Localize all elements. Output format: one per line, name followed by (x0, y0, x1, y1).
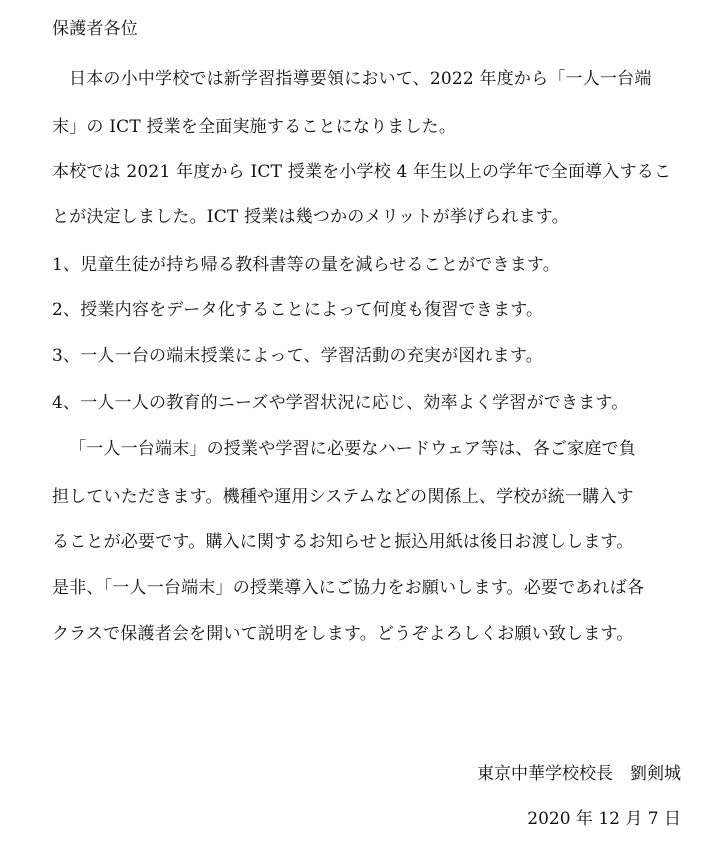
list-item: 4、一人一人の教育的ニーズや学習状況に応じ、効率よく学習ができます。 (52, 393, 629, 413)
salutation: 保護者各位 (52, 19, 138, 39)
signature: 東京中華学校校長 劉剣城 (477, 764, 681, 784)
list-item: 3、一人一台の端末授業によって、学習活動の充実が図れます。 (52, 346, 543, 366)
list-item: 1、児童生徒が持ち帰る教科書等の量を減らせることができます。 (52, 255, 560, 275)
paragraph-line: とが決定しました。ICT 授業は幾つかのメリットが挙げられます。 (52, 207, 569, 227)
paragraph-line: ることが必要です。購入に関するお知らせと振込用紙は後日お渡しします。 (52, 532, 634, 552)
paragraph-line: 「一人一台端末」の授業や学習に必要なハードウェア等は、各ご家庭で負 (69, 439, 636, 459)
paragraph-line: 末」の ICT 授業を全面実施することになりました。 (52, 117, 457, 137)
list-item: 2、授業内容をデータ化することによって何度も復習できます。 (52, 300, 544, 320)
paragraph-line: 是非、「一人一台端末」の授業導入にご協力をお願いします。必要であれば各 (52, 578, 645, 598)
date: 2020 年 12 月 7 日 (527, 809, 681, 829)
paragraph-line: 日本の小中学校では新学習指導要領において、2022 年度から「一人一台端 (69, 69, 652, 89)
paragraph-line: 担していただきます。機種や運用システムなどの関係上、学校が統一購入す (52, 487, 634, 507)
paragraph-line: クラスで保護者会を開いて説明をします。どうぞよろしくお願い致します。 (52, 624, 634, 644)
paragraph-line: 本校では 2021 年度から ICT 授業を小学校 4 年生以上の学年で全面導入するこ (52, 162, 672, 182)
